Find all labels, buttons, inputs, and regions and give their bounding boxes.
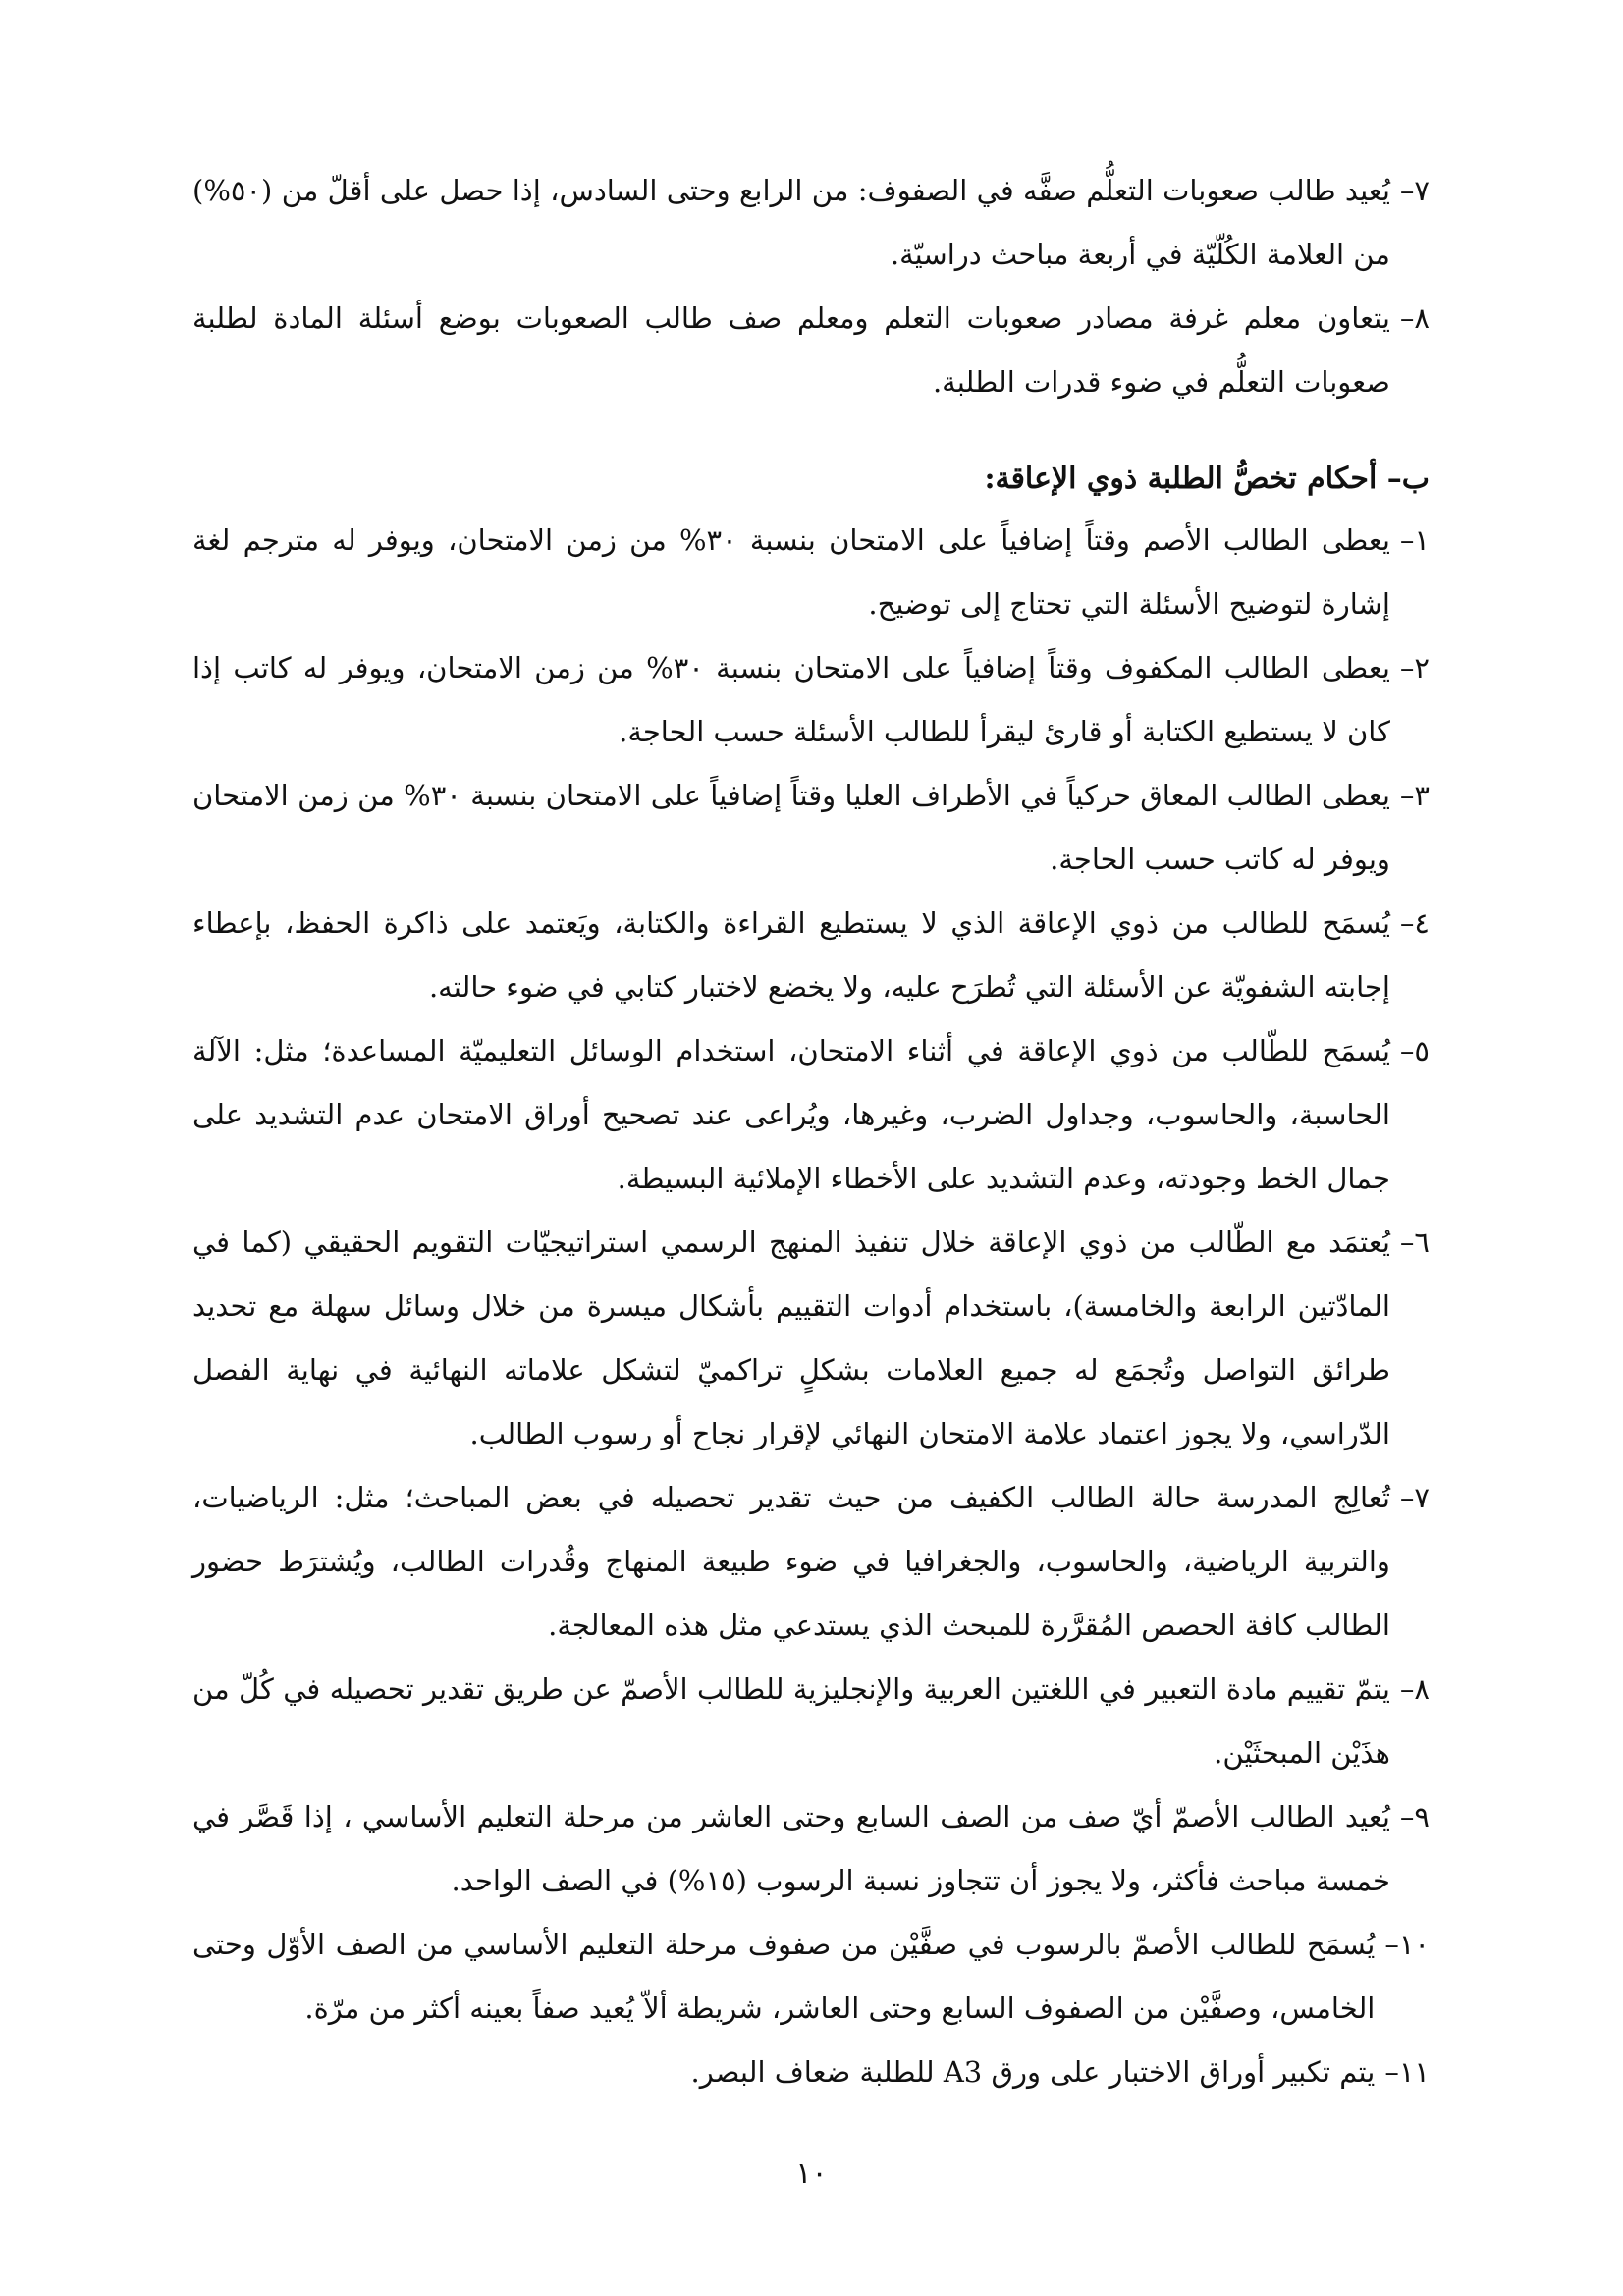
list-item bbox=[192, 636, 1430, 764]
item-number: ١– bbox=[1399, 523, 1430, 557]
item-text: تُعالِج المدرسة حالة الطالب الكفيف من حيث تقدير تحصيله في بعض المباحث؛ مثل: الرياضيات، والتربية الرياضية، والحاسوب، والجغرافيا في ضوء طبيعة المنهاج وقُدرات الطالب، ويُشترَط حضور الطالب كافة الحصص المُقرَّرة للمبحث الذي يستدعي مثل هذه المعالجة. bbox=[192, 1481, 1390, 1642]
item-text: يتمّ تقييم مادة التعبير في اللغتين العربية والإنجليزية للطالب الأصمّ عن طريق تقدير تحصيله في كُلّ من هذَيْن المبحثَيْن. bbox=[192, 1672, 1390, 1770]
list-item bbox=[192, 1466, 1430, 1658]
item-number: ٥– bbox=[1399, 1034, 1430, 1067]
list-item bbox=[192, 892, 1430, 1019]
item-number: ٨– bbox=[1399, 301, 1430, 335]
item-text: يتم تكبير أوراق الاختبار على ورق A3 للطلبة ضعاف البصر. bbox=[690, 2055, 1376, 2089]
list-item bbox=[192, 287, 1430, 414]
item-text: يعطى الطالب المعاق حركياً في الأطراف العليا وقتاً إضافياً على الامتحان بنسبة ٣٠% من زمن الامتحان ويوفر له كاتب حسب الحاجة. bbox=[192, 779, 1390, 876]
list-item bbox=[192, 1019, 1430, 1211]
list-item bbox=[192, 1658, 1430, 1785]
item-text: يُسمَح للطالب من ذوي الإعاقة الذي لا يستطيع القراءة والكتابة، ويَعتمد على ذاكرة الحفظ، بإعطاء إجابته الشفويّة عن الأسئلة التي تُطرَح عليه، ولا يخضع لاختبار كتابي في ضوء حالته. bbox=[192, 906, 1390, 1004]
list-item bbox=[192, 159, 1430, 287]
item-text: يُعتمَد مع الطّالب من ذوي الإعاقة خلال تنفيذ المنهج الرسمي استراتيجيّات التقويم الحقيقي (كما في المادّتين الرابعة والخامسة)، باستخدام أدوات التقييم بأشكال ميسرة من خلال وسائل سهلة مع تحديد طرائق التواصل وتُجمَع له جميع العلامات بشكلٍ تراكميّ لتشكل علاماته النهائية في نهاية الفصل الدّراسي، ولا يجوز اعتماد علامة الامتحان النهائي لإقرار نجاح أو رسوب الطالب. bbox=[192, 1226, 1390, 1450]
page-number: ١٠ bbox=[795, 2157, 828, 2191]
item-number: ٧– bbox=[1399, 1481, 1430, 1514]
item-text: يعطى الطالب المكفوف وقتاً إضافياً على الامتحان بنسبة ٣٠% من زمن الامتحان، ويوفر له كاتب إذا كان لا يستطيع الكتابة أو قارئ ليقرأ للطالب الأسئلة حسب الحاجة. bbox=[192, 651, 1390, 748]
item-number: ٨– bbox=[1399, 1672, 1430, 1706]
list-item bbox=[192, 1785, 1430, 1913]
item-number: ١١– bbox=[1384, 2055, 1430, 2089]
list-item bbox=[192, 1913, 1430, 2041]
item-number: ٦– bbox=[1399, 1226, 1430, 1259]
item-text: يُعيد طالب صعوبات التعلُّم صفَّه في الصفوف: من الرابع وحتى السادس، إذا حصل على أقلّ من (٥٠%) من العلامة الكُلّيّة في أربعة مباحث دراسيّة. bbox=[192, 174, 1390, 271]
page-content bbox=[192, 159, 1430, 2105]
item-text: يُسمَح للطالب الأصمّ بالرسوب في صفَّيْن من صفوف مرحلة التعليم الأساسي من الصف الأوّل وحتى الخامس، وصفَّيْن من الصفوف السابع وحتى العاشر، شريطة ألاّ يُعيد صفاً بعينه أكثر من مرّة. bbox=[192, 1928, 1376, 2025]
list-item bbox=[192, 1211, 1430, 1466]
item-number: ٣– bbox=[1399, 779, 1430, 812]
item-text: يعطى الطالب الأصم وقتاً إضافياً على الامتحان بنسبة ٣٠% من زمن الامتحان، ويوفر له مترجم لغة إشارة لتوضيح الأسئلة التي تحتاج إلى توضيح. bbox=[192, 523, 1390, 621]
list-item bbox=[192, 764, 1430, 892]
item-text: يتعاون معلم غرفة مصادر صعوبات التعلم ومعلم صف طالب الصعوبات بوضع أسئلة المادة لطلبة صعوبات التعلُّم في ضوء قدرات الطلبة. bbox=[192, 301, 1390, 399]
item-number: ٤– bbox=[1399, 906, 1430, 940]
list-item bbox=[192, 509, 1430, 636]
item-number: ٧– bbox=[1399, 174, 1430, 207]
item-number: ٩– bbox=[1399, 1800, 1430, 1833]
section-heading: ب– أحكام تخصُّ الطلبة ذوي الإعاقة: bbox=[984, 462, 1430, 496]
item-number: ٢– bbox=[1399, 651, 1430, 684]
item-text: يُسمَح للطّالب من ذوي الإعاقة في أثناء الامتحان، استخدام الوسائل التعليميّة المساعدة؛ مثل: الآلة الحاسبة، والحاسوب، وجداول الضرب، وغيرها، ويُراعى عند تصحيح أوراق الامتحان عدم التشديد على جمال الخط وجودته، وعدم التشديد على الأخطاء الإملائية البسيطة. bbox=[192, 1034, 1390, 1195]
item-text: يُعيد الطالب الأصمّ أيّ صف من الصف السابع وحتى العاشر من مرحلة التعليم الأساسي ، إذا قَصَّر في خمسة مباحث فأكثر، ولا يجوز أن تتجاوز نسبة الرسوب (١٥%) في الصف الواحد. bbox=[192, 1800, 1390, 1897]
list-item bbox=[192, 2041, 1430, 2105]
item-number: ١٠– bbox=[1384, 1928, 1430, 1961]
